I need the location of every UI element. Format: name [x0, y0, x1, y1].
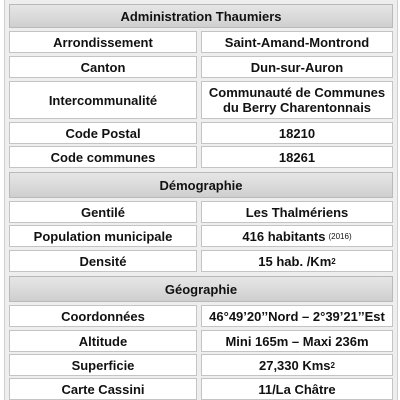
value-text: 15 hab. /Km: [258, 253, 332, 269]
table-row: [9, 201, 393, 223]
table-row: [9, 31, 393, 53]
row-label: Densité: [9, 250, 197, 272]
row-value: [201, 354, 393, 376]
row-label: Superficie: [9, 354, 197, 376]
section-title: Démographie: [159, 177, 243, 193]
table-row: [9, 378, 393, 400]
value-superscript: 2: [330, 360, 335, 370]
section-header-demographie: [9, 172, 393, 198]
row-value: 18261: [201, 146, 393, 168]
table-row: [9, 122, 393, 144]
section-header-administration: [9, 4, 393, 28]
row-value: 11/La Châtre: [201, 378, 393, 400]
row-value: [201, 225, 393, 247]
row-label: Population municipale: [9, 225, 197, 247]
info-table: [4, 0, 398, 400]
table-row: [9, 305, 393, 327]
row-value: Mini 165m – Maxi 236m: [201, 330, 393, 352]
value-superscript: 2: [331, 256, 336, 266]
row-value: Les Thalmériens: [201, 201, 393, 223]
table-row: [9, 354, 393, 376]
row-value: 18210: [201, 122, 393, 144]
row-label: Intercommunalité: [9, 81, 197, 119]
row-label: Code Postal: [9, 122, 197, 144]
value-line: Communauté de Communes: [208, 85, 386, 100]
row-value: 46°49’20’’Nord – 2°39’21’’Est: [201, 305, 393, 327]
value-note: (2016): [328, 231, 352, 241]
row-label: Carte Cassini: [9, 378, 197, 400]
row-label: Canton: [9, 56, 197, 78]
row-value: Dun-sur-Auron: [201, 56, 393, 78]
row-value: [201, 250, 393, 272]
table-row: [9, 81, 393, 119]
section-header-geographie: [9, 276, 393, 302]
value-text: 27,330 Kms: [258, 357, 331, 373]
row-label: Arrondissement: [9, 31, 197, 53]
section-title: Administration Thaumiers: [120, 8, 282, 24]
row-label: Altitude: [9, 330, 197, 352]
table-row: [9, 146, 393, 168]
section-title: Géographie: [164, 281, 238, 297]
table-row: [9, 225, 393, 247]
row-label: Coordonnées: [9, 305, 197, 327]
table-row: [9, 56, 393, 78]
row-value: [201, 81, 393, 119]
table-row: [9, 250, 393, 272]
row-label: Code communes: [9, 146, 197, 168]
table-row: [9, 330, 393, 352]
row-label: Gentilé: [9, 201, 197, 223]
value-line: du Berry Charentonnais: [222, 100, 372, 115]
row-value: Saint-Amand-Montrond: [201, 31, 393, 53]
value-text: 416 habitants: [242, 228, 326, 244]
